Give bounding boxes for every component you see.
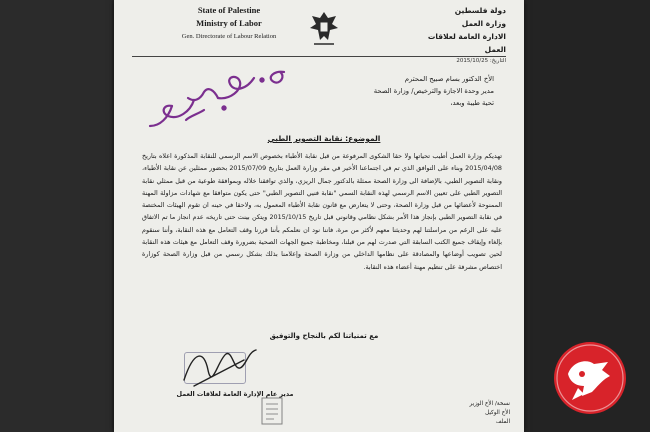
addressee-position: مدير وحدة الاجازة والترخيص/ وزارة الصحة bbox=[373, 87, 494, 95]
eagle-emblem-icon bbox=[304, 8, 344, 48]
director-title: مدير عام الإدارة العامة لعلاقات العمل bbox=[176, 390, 294, 398]
letter-body: تهديكم وزارة العمل أطيب تحياتها ولا حقا الشكوى المرفوعة من قبل نقابة الأطباء بخصوص الاسم الرسمي للنقابة المذكورة اعلاه بتاريخ 2015/04/08 وبناء على التوافق الذي تم في اجتماعنا الأخير في مقر وزارة العمل بتاريخ 2015/07/09 بحضور ممثلين عن نقابة الأطباء، ونقابة التصوير الطبي، بالإضافة الى وزارة الصحة ممثلة بالدكتور جمال الريزي، والذي توافقنا خلاله وبموافقة طوعية من قبل ممثلي نقابة التصوير الطبي على تعيين الاسم الرسمي لهذه النقابة السمي "نقابة فنيي التصوير الطبي" حتى يكون متوافقا مع شهادات مزاولة المهنة الممنوحة لأعضائها من قبل وزارة الصحة، وحتى لا يتعارض مع قانون نقابة الأطباء المعمول به، ولاحقا في حينه ان تقوم الهيئات المختصة في نقابة التصوير الطبي بإنجاز هذا الأمر بشكل نظامي وقانوني قبل تاريخ 2015/10/15 ويتكن بينت حتى تاريخه عدم انجاز ما تم الاتفاق عليه على الرغم من مراسلتنا لهم وحديثنا معهم لأكثر من مرة، فاننا نود ان نعلمكم بأننا قررنا وقف التعامل مع هذه النقابة، وأننا سنقوم بإلغاء وإيقاف جميع الكتب السابقة التي صدرت لهم من قبلنا، ومخاطبة جميع الجهات الصحية بضرورة وقف التعامل مع هيئات هذه النقابة لحين تصويب أوضاعها والمصادقة على نظامها الداخلي من وزارة الصحة وإعلامنا بذلك بشكل رسمي من قبل وزارة الصحة كوزارة اختصاص مشرفة على تنظيم مهنة أعضاء هذه النقابة. bbox=[142, 152, 502, 271]
letterhead-arabic bbox=[406, 4, 506, 56]
document-page bbox=[114, 0, 524, 432]
cc-item: الأخ الوكيل bbox=[485, 410, 510, 416]
greeting: تحية طيبة وبعد، bbox=[450, 99, 494, 107]
letterhead-ar-state: دولة فلسطين bbox=[454, 6, 506, 15]
letterhead-en-directorate: Gen. Directorate of Labour Relation bbox=[181, 33, 277, 40]
letterhead-ar-directorate: الادارة العامة لعلاقات العمل bbox=[427, 32, 506, 54]
letterhead-en-ministry: Ministry of Labor bbox=[196, 18, 262, 28]
addressee-block bbox=[274, 73, 494, 109]
cc-item: نسخة/ الأخ الوزير bbox=[469, 401, 510, 407]
document-date: التاريخ: 2015/10/25 bbox=[456, 58, 506, 64]
letterhead-ar-ministry: وزارة العمل bbox=[461, 19, 506, 28]
header-divider bbox=[132, 56, 506, 57]
addressee-name: الأخ الدكتور بسام صبيح المحترم bbox=[404, 75, 494, 83]
letter-subject: الموضوع: نقابة التصوير الطبي bbox=[267, 134, 381, 143]
letterhead-english bbox=[154, 4, 304, 43]
news-agency-logo-icon bbox=[552, 340, 628, 416]
cc-item: الملف bbox=[495, 419, 510, 425]
letterhead-en-state: State of Palestine bbox=[197, 5, 261, 15]
cc-list bbox=[440, 400, 510, 427]
seal-stamp-icon bbox=[260, 396, 284, 426]
background-left bbox=[0, 0, 112, 432]
letter-closing: مع تمنياتنا لكم بالنجاح والتوفيق bbox=[269, 332, 379, 340]
